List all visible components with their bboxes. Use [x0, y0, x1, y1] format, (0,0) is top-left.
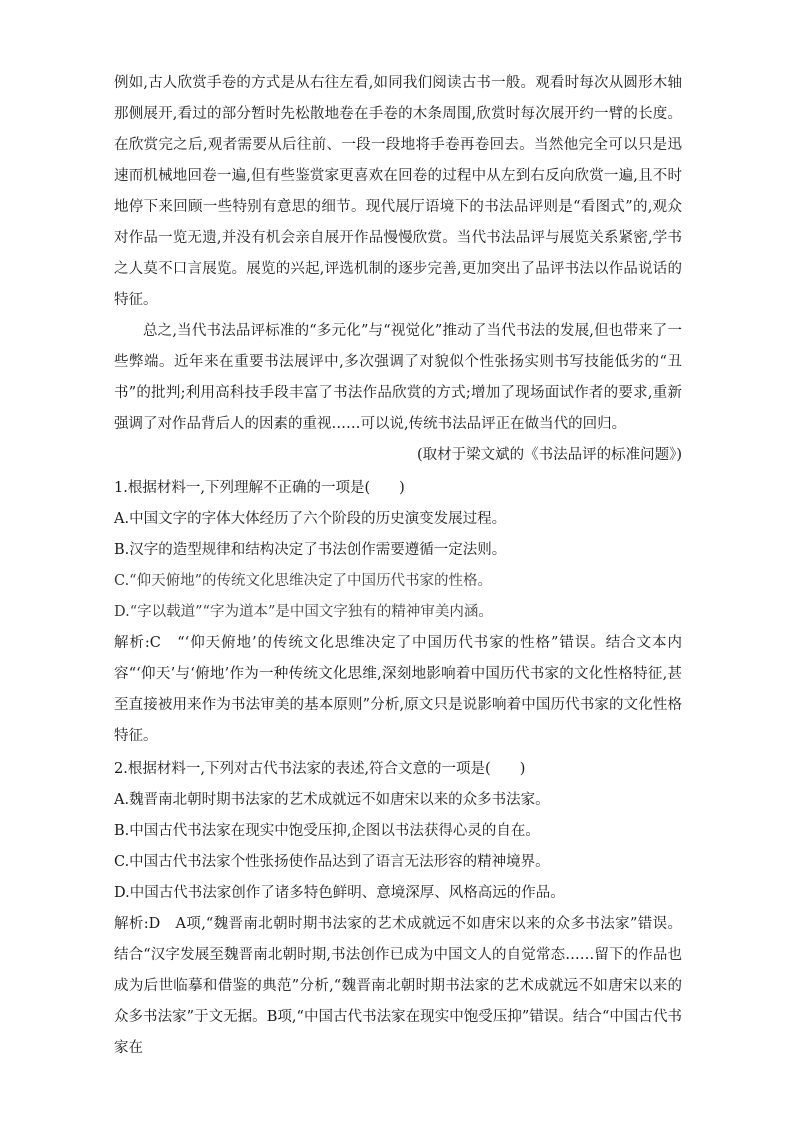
question-2-stem: 2.根据材料一,下列对古代书法家的表述,符合文意的一项是( ) [114, 761, 526, 777]
question-2-option-d: D.中国古代书法家创作了诸多特色鲜明、意境深厚、风格高远的作品。 [114, 885, 565, 901]
question-2-option-c: C.中国古代书法家个性张扬使作品达到了语言无法形容的精神境界。 [114, 854, 550, 870]
question-2 [114, 754, 682, 1064]
question-1-option-d: D.“字以载道”“字为道本”是中国文字独有的精神审美内涵。 [114, 604, 493, 620]
question-1 [114, 473, 682, 752]
question-1-stem: 1.根据材料一,下列理解不正确的一项是( ) [114, 480, 405, 496]
question-2-analysis: 解析:D A项,“魏晋南北朝时期书法家的艺术成就远不如唐宋以来的众多书法家”错误。结合“汉字发展至魏晋南北朝时期,书法创作已成为中国文人的自觉常态……留下的作品也成为后世临摹和借鉴的典范”分析,“魏晋南北朝时期书法家的艺术成就远不如唐宋以来的众多书法家”于文无据。B项,“中国古代书法家在现实中饱受压抑”错误。结合“中国古代书家在 [114, 916, 682, 1056]
question-2-option-b: B.中国古代书法家在现实中饱受压抑,企图以书法获得心灵的自在。 [114, 823, 540, 839]
question-1-option-c: C.“仰天俯地”的传统文化思维决定了中国历代书家的性格。 [114, 573, 493, 589]
paragraph-1: 例如,古人欣赏手卷的方式是从右往左看,如同我们阅读古书一般。观看时每次从圆形木轴那侧展开,看过的部分暂时先松散地卷在手卷的木条周围,欣赏时每次展开约一臂的长度。在欣赏完之后,观者需要从后往前、一段一段地将手卷再卷回去。当然他完全可以只是迅速而机械地回卷一遍,但有些鉴赏家更喜欢在回卷的过程中从左到右反向欣赏一遍,且不时地停下来回顾一些特别有意思的细节。现代展厅语境下的书法品评则是“看图式”的,观众对作品一览无遗,并没有机会亲自展开作品慢慢欣赏。当代书法品评与展览关系紧密,学书之人莫不口言展览。展览的兴起,评选机制的逐步完善,更加突出了品评书法以作品说话的特征。 [114, 75, 682, 308]
question-2-option-a: A.魏晋南北朝时期书法家的艺术成就远不如唐宋以来的众多书法家。 [114, 792, 550, 808]
question-1-option-b: B.汉字的造型规律和结构决定了书法创作需要遵循一定法则。 [114, 542, 507, 558]
document-page [114, 68, 682, 1064]
question-1-option-a: A.中国文字的字体大体经历了六个阶段的历史演变发展过程。 [114, 511, 507, 527]
source-citation: (取材于梁文斌的《书法品评的标准问题》) [416, 447, 682, 463]
question-1-analysis: 解析:C “‘仰天俯地’的传统文化思维决定了中国历代书家的性格”错误。结合文本内容“‘仰天’与‘俯地’作为一种传统文化思维,深刻地影响着中国历代书家的文化性格特征,甚至直接被用来作为书法审美的基本原则”分析,原文只是说影响着中国历代书家的文化性格特征。 [114, 635, 682, 744]
paragraph-2: 总之,当代书法品评标准的“多元化”与“视觉化”推动了当代书法的发展,但也带来了一些弊端。近年来在重要书法展评中,多次强调了对貌似个性张扬实则书写技能低劣的“丑书”的批判;利用高科技手段丰富了书法作品欣赏的方式;增加了现场面试作者的要求,重新强调了对作品背后人的因素的重视……可以说,传统书法品评正在做当代的回归。 [114, 323, 682, 432]
